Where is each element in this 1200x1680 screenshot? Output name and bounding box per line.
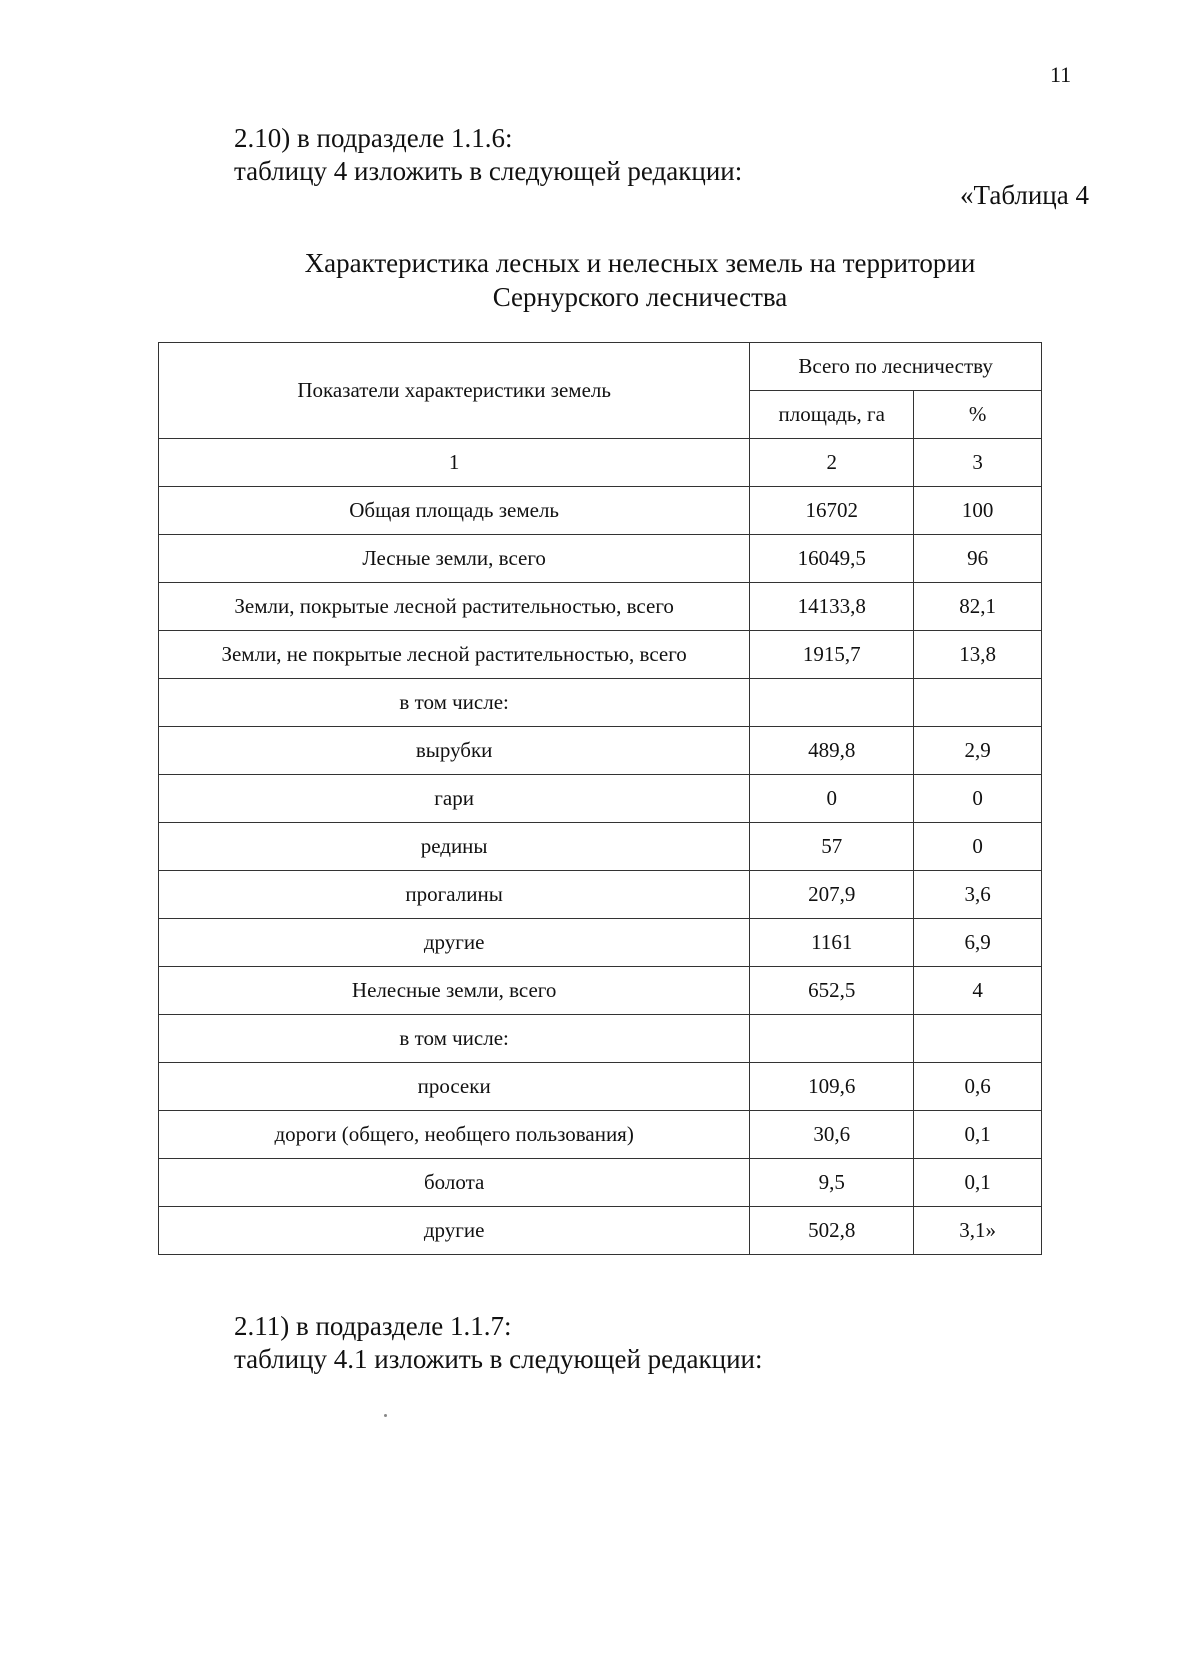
row-percent: 100 [914, 487, 1042, 535]
row-label: в том числе: [159, 679, 750, 727]
row-percent: 4 [914, 967, 1042, 1015]
table-row [159, 871, 1042, 919]
row-label: Земли, не покрытые лесной растительностью, всего [159, 631, 750, 679]
row-area: 207,9 [750, 871, 914, 919]
section-2-11-line1: 2.11) в подразделе 1.1.7: [234, 1311, 512, 1341]
row-label: вырубки [159, 727, 750, 775]
row-label: Нелесные земли, всего [159, 967, 750, 1015]
table-row [159, 583, 1042, 631]
row-label: Лесные земли, всего [159, 535, 750, 583]
row-label: гари [159, 775, 750, 823]
row-area [750, 679, 914, 727]
scan-speck [384, 1414, 387, 1417]
table-row [159, 727, 1042, 775]
section-2-10-line1: 2.10) в подразделе 1.1.6: [234, 123, 513, 153]
header-total: Всего по лесничеству [750, 343, 1042, 391]
row-area: 57 [750, 823, 914, 871]
section-2-10-line2: таблицу 4 изложить в следующей редакции: [234, 156, 743, 186]
page-number: 11 [1050, 62, 1072, 87]
table-row [159, 679, 1042, 727]
section-2-11-line2: таблицу 4.1 изложить в следующей редакции: [234, 1344, 763, 1374]
row-area: 16702 [750, 487, 914, 535]
row-percent: 82,1 [914, 583, 1042, 631]
row-percent: 0,6 [914, 1063, 1042, 1111]
row-area: 1161 [750, 919, 914, 967]
row-percent: 3,1» [914, 1207, 1042, 1255]
row-area: 0 [750, 775, 914, 823]
row-label: другие [159, 919, 750, 967]
table-row [159, 535, 1042, 583]
row-percent: 6,9 [914, 919, 1042, 967]
table-title-line2: Сернурского лесничества [492, 282, 788, 312]
row-label: в том числе: [159, 1015, 750, 1063]
row-percent: 0,1 [914, 1111, 1042, 1159]
row-percent: 3,6 [914, 871, 1042, 919]
header-indicator: Показатели характеристики земель [159, 343, 750, 439]
row-area: 9,5 [750, 1159, 914, 1207]
header-percent: % [914, 391, 1042, 439]
row-area [750, 1015, 914, 1063]
table-row [159, 487, 1042, 535]
row-percent: 2,9 [914, 727, 1042, 775]
row-area: 14133,8 [750, 583, 914, 631]
row-label: дороги (общего, необщего пользования) [159, 1111, 750, 1159]
row-area: 652,5 [750, 967, 914, 1015]
table-title [200, 246, 1080, 314]
row-label: болота [159, 1159, 750, 1207]
row-label: прогалины [159, 871, 750, 919]
row-area: 30,6 [750, 1111, 914, 1159]
table-row [159, 1015, 1042, 1063]
row-label: редины [159, 823, 750, 871]
column-number-row [159, 439, 1042, 487]
section-2-10 [234, 122, 742, 188]
table-row [159, 775, 1042, 823]
table-row [159, 1111, 1042, 1159]
row-percent [914, 679, 1042, 727]
row-percent [914, 1015, 1042, 1063]
row-area: 489,8 [750, 727, 914, 775]
row-percent: 96 [914, 535, 1042, 583]
table-row [159, 1159, 1042, 1207]
table-row [159, 823, 1042, 871]
row-area: 1915,7 [750, 631, 914, 679]
row-label: Общая площадь земель [159, 487, 750, 535]
table-header-row [159, 343, 1042, 391]
row-area: 502,8 [750, 1207, 914, 1255]
table-row [159, 631, 1042, 679]
row-percent: 0 [914, 775, 1042, 823]
row-label: просеки [159, 1063, 750, 1111]
row-area: 109,6 [750, 1063, 914, 1111]
header-area: площадь, га [750, 391, 914, 439]
table-title-line1: Характеристика лесных и нелесных земель на территории [304, 248, 976, 278]
table-row [159, 919, 1042, 967]
row-area: 16049,5 [750, 535, 914, 583]
row-label: другие [159, 1207, 750, 1255]
row-percent: 0 [914, 823, 1042, 871]
section-2-11 [234, 1310, 762, 1376]
column-number: 3 [914, 439, 1042, 487]
table-row [159, 1207, 1042, 1255]
table-row [159, 1063, 1042, 1111]
column-number: 2 [750, 439, 914, 487]
land-characteristics-table [158, 342, 1042, 1255]
row-label: Земли, покрытые лесной растительностью, всего [159, 583, 750, 631]
row-percent: 0,1 [914, 1159, 1042, 1207]
table-row [159, 967, 1042, 1015]
table-caption: «Таблица 4 [960, 180, 1089, 210]
row-percent: 13,8 [914, 631, 1042, 679]
column-number: 1 [159, 439, 750, 487]
